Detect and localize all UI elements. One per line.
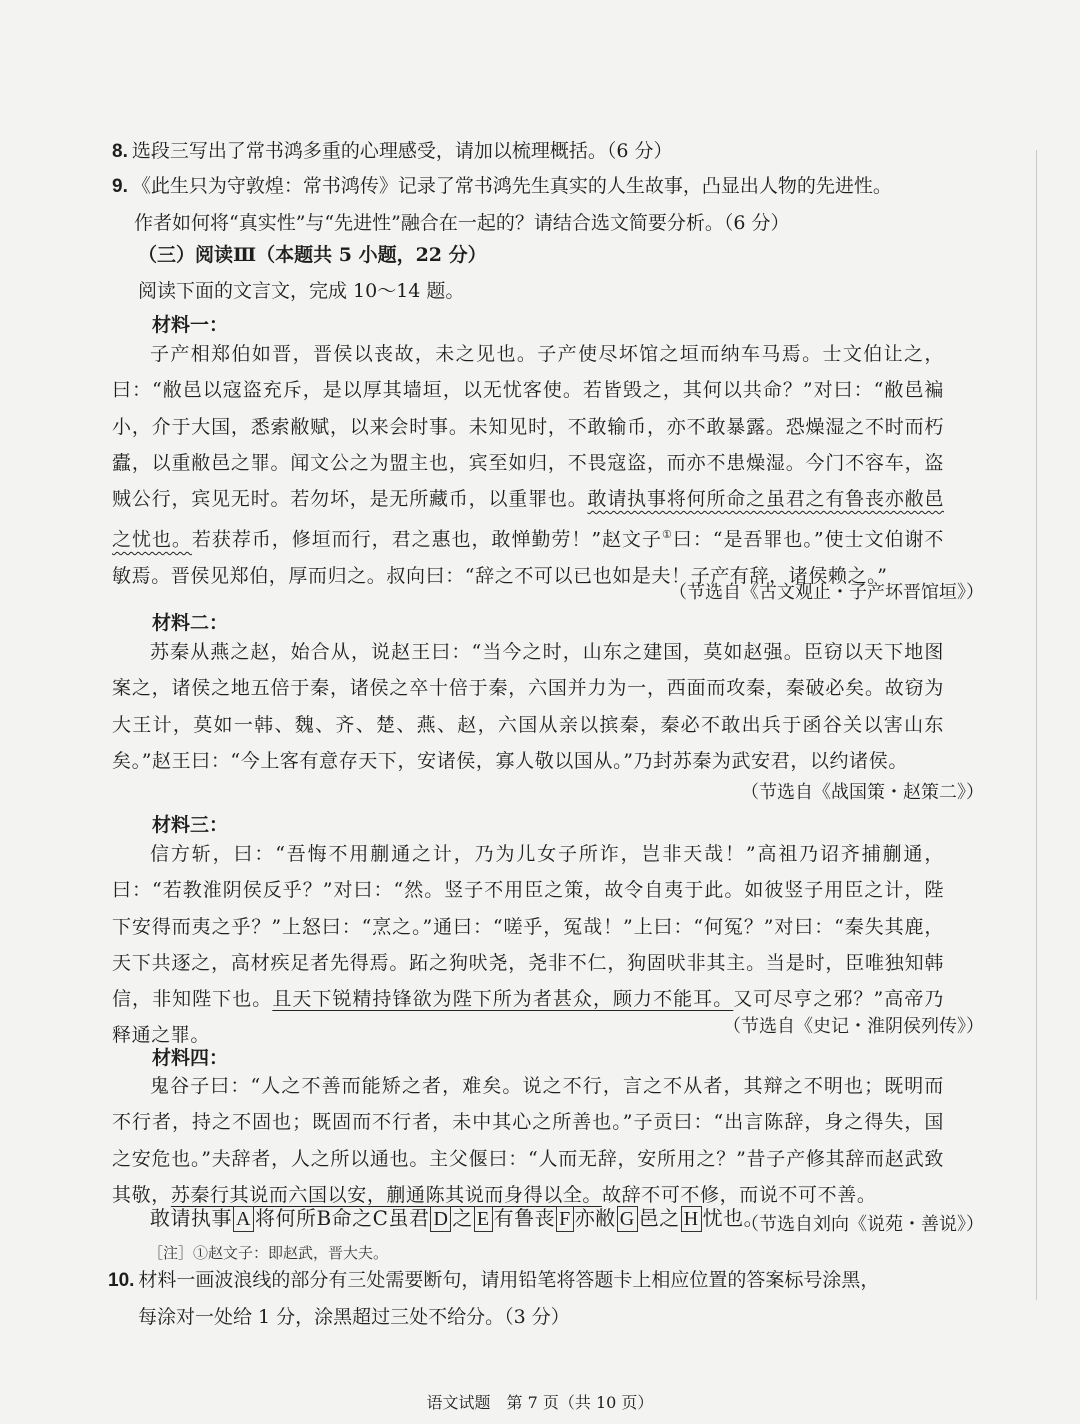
option-box-a[interactable]: A bbox=[233, 1206, 254, 1232]
material-3-label: 材料三： bbox=[152, 814, 229, 836]
section-header: （三）阅读Ⅲ（本题共 5 小题，22 分） 阅读下面的文言文，完成 10～14 题。 bbox=[138, 244, 487, 302]
question-8: 8. 选段三写出了常书鸿多重的心理感受，请加以梳理概括。（6 分） bbox=[112, 140, 673, 162]
material-3-text: 信方斩，曰：“吾悔不用蒯通之计，乃为儿女子所诈，岂非天哉！”高祖乃诏齐捕蒯通，曰：“若教淮阴侯反乎？”对曰：“然。竖子不用臣之策，故令自夷于此。如彼竖子用臣之计，陛下安得而夷之乎？”上怒曰：“烹之。”通曰：“嗟乎，冤哉！”上曰：“何冤？”对曰：“秦失其鹿，天下共逐之，高材疾足者先得焉。跖之狗吠尧，尧非不仁，狗固吠非其主。当是时，臣唯独知韩信，非知陛下也。且天下锐精持锋欲为陛下所为者甚众，顾力不能耳。又可尽亨之邪？”高帝乃释通之罪。 bbox=[112, 843, 944, 1047]
question-9: 9. 《此生只为守敦煌：常书鸿传》记录了常书鸿先生真实的人生故事，凸显出人物的先进性。 作者如何将“真实性”与“先进性”融合在一起的？请结合选文简要分析。（6 分） bbox=[112, 175, 892, 234]
option-box-e[interactable]: E bbox=[474, 1206, 493, 1232]
option-box-h[interactable]: H bbox=[681, 1206, 702, 1232]
material-4-label: 材料四： bbox=[152, 1047, 229, 1069]
option-box-g[interactable]: G bbox=[617, 1206, 638, 1232]
material-4-text: 鬼谷子曰：“人之不善而能矫之者，难矣。说之不行，言之不从者，其辩之不明也；既明而不行者，持之不固也；既固而不行者，未中其心之所善也。”子贡曰：“出言陈辞，身之得失，国之安危也。”夫辞者，人之所以通也。主父偃曰：“人而无辞，安所用之？”昔子产修其辞而赵武致其敬，苏秦行其说而六国以安，蒯通陈其说而身得以全。故辞不可不修，而说不可不善。 bbox=[112, 1075, 944, 1206]
answer-options: 敢请执事 A 将何所B命之C虽君 D 之 E 有鲁丧 F 亦敝 G 邑之 H 忧也。 bbox=[150, 1206, 765, 1230]
option-mark-c[interactable]: C bbox=[372, 1206, 389, 1230]
question-10: 10. 材料一画波浪线的部分有三处需要断句，请用铅笔将答题卡上相应位置的答案标号涂黑， 每涂对一处给 1 分，涂黑超过三处不给分。（3 分） bbox=[108, 1269, 880, 1328]
margin-rule bbox=[1036, 150, 1037, 1300]
option-mark-b[interactable]: B bbox=[316, 1206, 332, 1230]
material-4-source: （节选自刘向《说苑・善说》） bbox=[741, 1214, 984, 1235]
material-2-source: （节选自《战国策・赵策二》） bbox=[741, 782, 984, 803]
material-3-source: （节选自《史记・淮阴侯列传》） bbox=[723, 1016, 984, 1037]
material-1-label: 材料一： bbox=[152, 314, 229, 336]
material-2-text: 苏秦从燕之赵，始合从，说赵王曰：“当今之时，山东之建国，莫如赵强。臣窃以天下地图案之，诸侯之地五倍于秦，诸侯之卒十倍于秦，六国并力为一，西面而攻秦，秦破必矣。故窃为大王计，莫如一韩、魏、齐、楚、燕、赵，六国从亲以摈秦，秦必不敢出兵于函谷关以害山东矣。”赵王曰：“今上客有意存天下，安诸侯，寡人敬以国从。”乃封苏秦为武安君，以约诸侯。 bbox=[112, 641, 944, 772]
material-2-label: 材料二： bbox=[152, 612, 229, 634]
material-1-text: 子产相郑伯如晋，晋侯以丧故，未之见也。子产使尽坏馆之垣而纳车马焉。士文伯让之，曰：“敝邑以寇盗充斥，是以厚其墙垣，以无忧客使。若皆毁之，其何以共命？”对曰：“敝邑褊小，介于大国，悉索敝赋，以来会时事。未知见时，不敢输币，亦不敢暴露。恐燥湿之不时而朽蠹，以重敝邑之罪。闻文公之为盟主也，宾至如归，不畏寇盗，而亦不患燥湿。今门不容车，盗贼公行，宾见无时。若勿坏，是无所藏币，以重罪也。敢请执事将何所命之虽君之有鲁丧亦敝邑之忧也。若获荐币，修垣而行，君之惠也，敢惮勤劳！”赵文子①曰：“是吾罪也。”使士文伯谢不敏焉。晋侯见郑伯，厚而归之。叔向曰：“辞之不可以已也如是夫！子产有辞，诸侯赖之。” bbox=[112, 343, 945, 588]
page-footer: 语文试题 第 7 页（共 10 页） bbox=[426, 1393, 654, 1412]
wavy-underline-passage: 敢请执事将何所命之虽君之有鲁丧亦敝邑之忧也。 bbox=[112, 488, 944, 551]
underlined-passage: 且天下锐精持锋欲为陛下所为者甚众，顾力不能耳。 bbox=[272, 988, 734, 1011]
footnote: ［注］①赵文子：即赵武，晋大夫。 bbox=[148, 1244, 389, 1262]
material-1-source: （节选自《古文观止・子产坏晋馆垣》） bbox=[669, 582, 984, 603]
underlined-passage: 苏秦行其说而六国以安，蒯通陈其说而身得以全。 bbox=[170, 1183, 603, 1206]
option-box-f[interactable]: F bbox=[556, 1206, 574, 1232]
option-box-d[interactable]: D bbox=[430, 1206, 451, 1232]
